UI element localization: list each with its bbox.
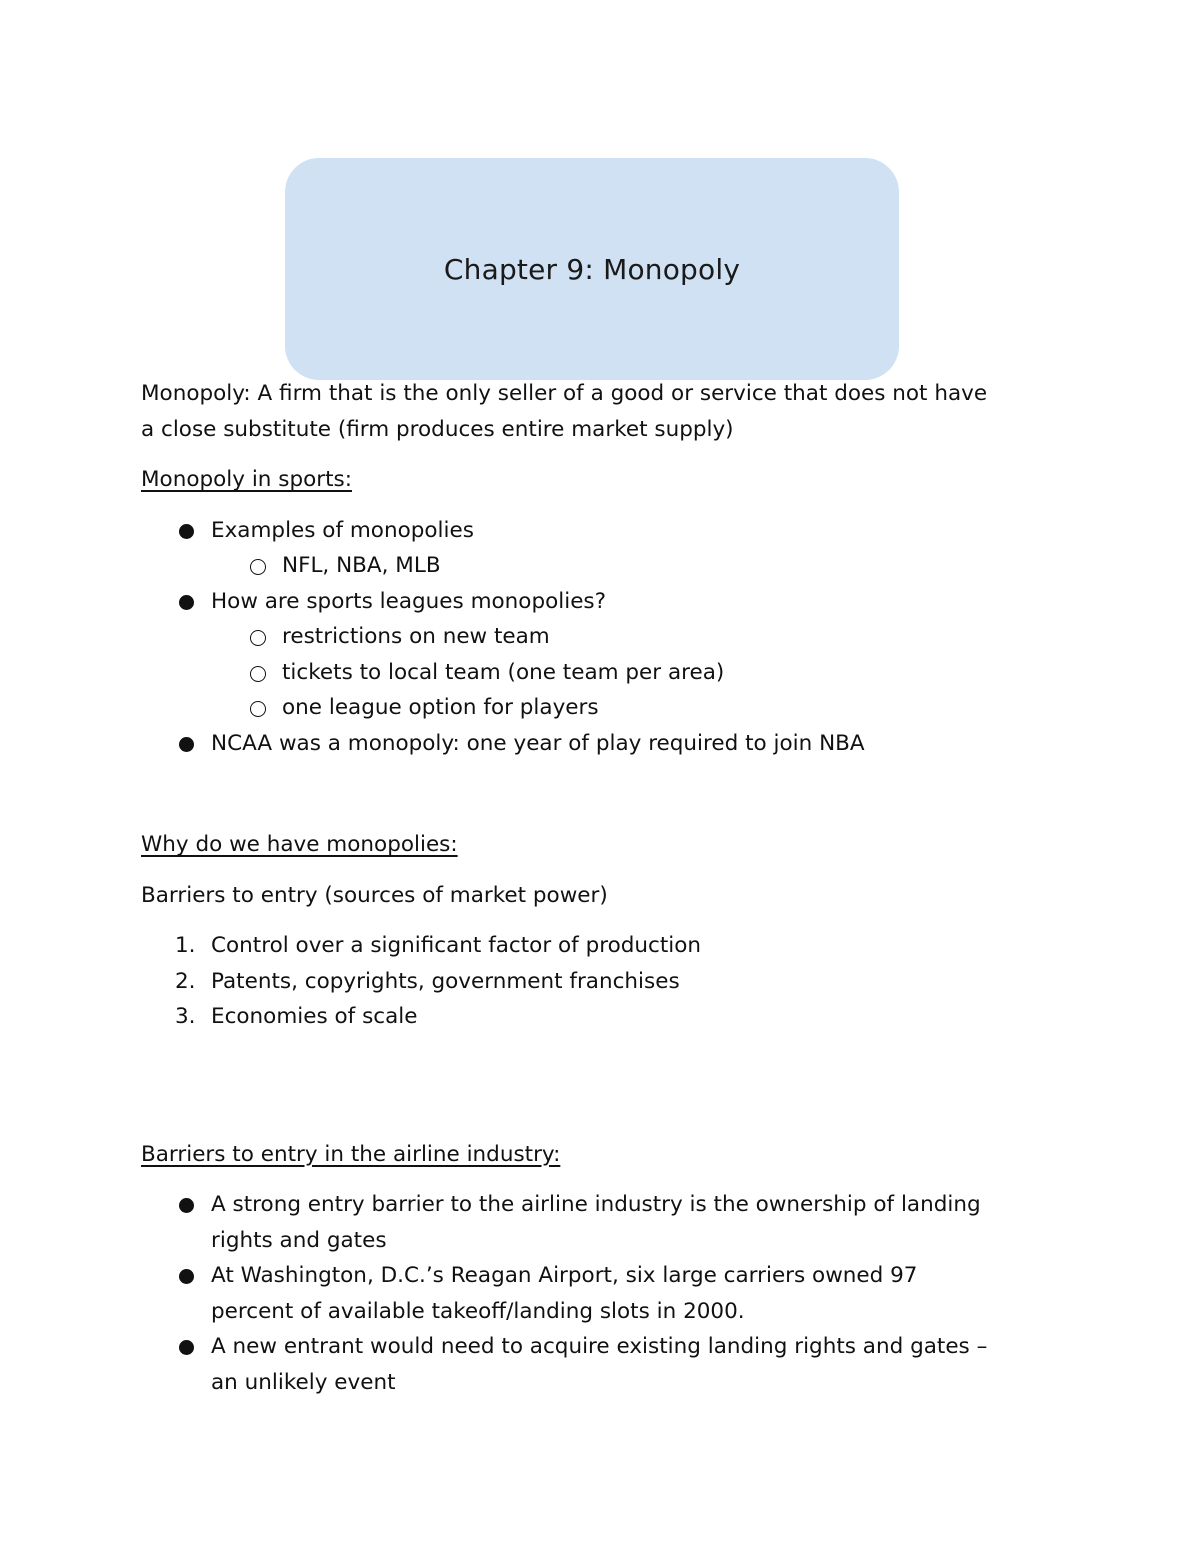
sub-list-item <box>141 690 1071 726</box>
airline-heading: Barriers to entry in the airline industry: <box>141 1141 561 1167</box>
definition-paragraph <box>141 376 1071 447</box>
bullet-icon <box>179 595 194 610</box>
numbered-item <box>141 999 1071 1035</box>
sub-list-item <box>141 548 1071 584</box>
barriers-list <box>141 928 1071 1035</box>
list-item <box>141 1329 1071 1400</box>
list-item-line: rights and gates <box>211 1227 387 1253</box>
definition-line-2: a close substitute (firm produces entire market supply) <box>141 416 734 442</box>
list-item <box>141 1258 1071 1329</box>
sports-heading: Monopoly in sports: <box>141 467 352 492</box>
item-number: 2. <box>175 968 196 994</box>
sub-list-item-label: one league option for players <box>282 695 599 720</box>
definition-line-1: Monopoly: A firm that is the only seller of a good or service that does not have <box>141 381 988 406</box>
bullet-icon <box>179 737 194 752</box>
item-number: 3. <box>175 1004 196 1029</box>
list-item-label: NCAA was a monopoly: one year of play required to join NBA <box>211 730 865 756</box>
list-item <box>141 584 1071 620</box>
airline-list <box>141 1187 1071 1400</box>
list-item-line: A strong entry barrier to the airline industry is the ownership of landing <box>211 1192 981 1217</box>
numbered-item-label: Control over a significant factor of production <box>211 933 702 958</box>
hollow-bullet-icon <box>250 559 266 575</box>
list-item-line: percent of available takeoff/landing slots in 2000. <box>211 1298 745 1324</box>
list-item-label: How are sports leagues monopolies? <box>211 588 607 614</box>
why-intro: Barriers to entry (sources of market power) <box>141 882 608 908</box>
list-item-label: Examples of monopolies <box>211 517 474 543</box>
hollow-bullet-icon <box>250 630 266 646</box>
item-number: 1. <box>175 933 196 958</box>
bullet-icon <box>179 524 194 539</box>
numbered-item-label: Economies of scale <box>211 1004 418 1029</box>
list-item-line: At Washington, D.C.’s Reagan Airport, six large carriers owned 97 <box>211 1263 918 1288</box>
list-item <box>141 1187 1071 1258</box>
why-heading: Why do we have monopolies: <box>141 832 458 857</box>
numbered-item <box>141 964 1071 1000</box>
sub-list-item-label: NFL, NBA, MLB <box>282 553 441 578</box>
bullet-icon <box>179 1269 194 1284</box>
bullet-icon <box>179 1340 194 1355</box>
sub-list-item <box>141 655 1071 691</box>
hollow-bullet-icon <box>250 666 266 682</box>
hollow-bullet-icon <box>250 701 266 717</box>
list-item <box>141 726 1071 762</box>
page-title: Chapter 9: Monopoly <box>443 252 741 286</box>
list-item <box>141 513 1071 549</box>
sub-list-item-label: restrictions on new team <box>282 624 550 649</box>
numbered-item <box>141 928 1071 964</box>
list-item-line: A new entrant would need to acquire existing landing rights and gates – <box>211 1334 988 1359</box>
sub-list-item <box>141 619 1071 655</box>
title-box <box>285 158 899 380</box>
document-body <box>141 376 1071 1400</box>
list-item-line: an unlikely event <box>211 1369 396 1395</box>
sub-list-item-label: tickets to local team (one team per area) <box>282 659 725 685</box>
numbered-item-label: Patents, copyrights, government franchises <box>211 968 680 994</box>
sports-list <box>141 513 1071 762</box>
bullet-icon <box>179 1198 194 1213</box>
